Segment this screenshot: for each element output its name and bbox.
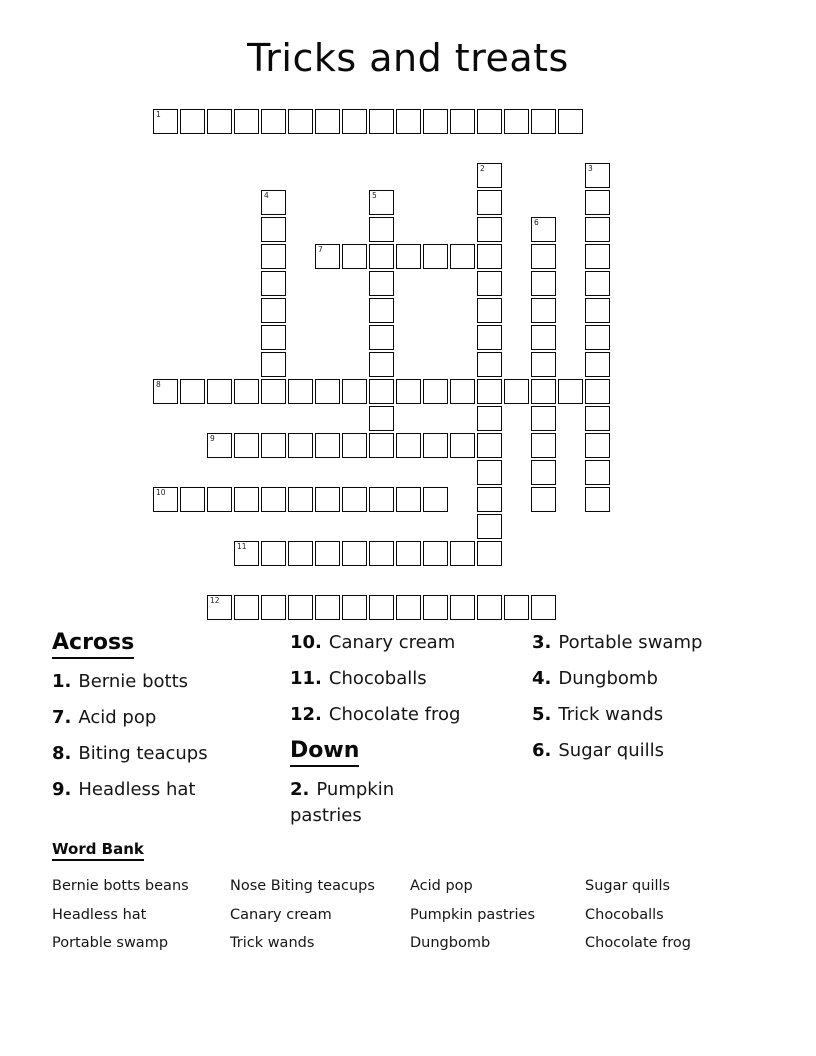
grid-cell[interactable] xyxy=(234,487,259,512)
cell-number: 5 xyxy=(372,191,377,200)
word-bank-column xyxy=(52,872,230,958)
clue-item xyxy=(52,669,280,695)
grid-cell[interactable] xyxy=(342,595,367,620)
grid-cell[interactable] xyxy=(585,244,610,269)
clue-item xyxy=(52,705,280,731)
grid-cell[interactable] xyxy=(558,379,583,404)
clue-item xyxy=(532,630,782,656)
clue-text: Acid pop xyxy=(78,707,157,728)
grid-cell[interactable] xyxy=(153,109,178,134)
grid-cell[interactable] xyxy=(477,217,502,242)
grid-cell[interactable] xyxy=(477,541,502,566)
grid-cell[interactable] xyxy=(261,352,286,377)
clue-item xyxy=(290,630,508,656)
clue-number: 12. xyxy=(290,704,322,725)
word-bank-item: Acid pop xyxy=(410,878,473,894)
grid-cell[interactable] xyxy=(369,406,394,431)
grid-cell[interactable] xyxy=(261,379,286,404)
grid-cell[interactable] xyxy=(531,298,556,323)
grid-cell[interactable] xyxy=(531,325,556,350)
word-bank-item: Nose Biting teacups xyxy=(230,878,375,894)
grid-cell[interactable] xyxy=(315,595,340,620)
clue-item xyxy=(532,666,782,692)
grid-cell[interactable] xyxy=(504,595,529,620)
grid-cell[interactable] xyxy=(261,487,286,512)
grid-cell[interactable] xyxy=(180,487,205,512)
grid-cell[interactable] xyxy=(477,271,502,296)
grid-cell[interactable] xyxy=(342,487,367,512)
down-heading-text: Down xyxy=(290,738,359,767)
grid-cell[interactable] xyxy=(207,595,232,620)
grid-cell[interactable] xyxy=(369,217,394,242)
clue-text: Chocolate frog xyxy=(328,704,461,725)
grid-cell[interactable] xyxy=(234,109,259,134)
grid-cell[interactable] xyxy=(315,487,340,512)
grid-cell[interactable] xyxy=(153,487,178,512)
grid-cell[interactable] xyxy=(369,541,394,566)
clue-text: Bernie botts xyxy=(78,671,189,692)
word-bank-column xyxy=(230,872,410,958)
grid-cell[interactable] xyxy=(396,595,421,620)
grid-cell[interactable] xyxy=(585,163,610,188)
grid-cell[interactable] xyxy=(288,595,313,620)
grid-cell[interactable] xyxy=(261,298,286,323)
word-bank-heading xyxy=(52,840,792,861)
grid-cell[interactable] xyxy=(369,433,394,458)
clue-number: 3. xyxy=(532,632,552,653)
clue-text: Canary cream xyxy=(328,632,456,653)
word-bank-item: Portable swamp xyxy=(52,935,169,951)
across-heading-text: Across xyxy=(52,630,134,659)
word-bank-column xyxy=(410,872,585,958)
grid-cell[interactable] xyxy=(369,190,394,215)
grid-cell[interactable] xyxy=(207,487,232,512)
grid-cell[interactable] xyxy=(342,541,367,566)
cell-number: 9 xyxy=(210,434,215,443)
grid-cell[interactable] xyxy=(531,460,556,485)
clue-column xyxy=(290,630,508,839)
grid-cell[interactable] xyxy=(585,271,610,296)
grid-cell[interactable] xyxy=(450,379,475,404)
grid-cell[interactable] xyxy=(477,487,502,512)
grid-cell[interactable] xyxy=(477,244,502,269)
grid-cell[interactable] xyxy=(531,433,556,458)
clue-column xyxy=(52,630,280,813)
word-bank-item: Pumpkin pastries xyxy=(410,906,536,923)
grid-cell[interactable] xyxy=(531,352,556,377)
grid-cell[interactable] xyxy=(531,244,556,269)
grid-cell[interactable] xyxy=(531,217,556,242)
word-bank-section xyxy=(52,840,792,958)
word-bank-column xyxy=(585,872,785,958)
clue-text: Trick wands xyxy=(558,704,664,725)
clue-item xyxy=(52,741,280,767)
grid-cell[interactable] xyxy=(423,487,448,512)
clue-text: Sugar quills xyxy=(558,740,665,761)
cell-number: 3 xyxy=(588,164,593,173)
grid-cell[interactable] xyxy=(585,487,610,512)
word-bank-item: Bernie botts beans xyxy=(52,878,189,894)
clue-item xyxy=(290,666,508,692)
puzzle-title: Tricks and treats xyxy=(247,36,569,80)
clues-section xyxy=(0,630,816,840)
word-bank-item: Canary cream xyxy=(230,906,332,923)
grid-cell[interactable] xyxy=(423,541,448,566)
grid-cell[interactable] xyxy=(234,541,259,566)
grid-cell[interactable] xyxy=(585,460,610,485)
grid-cell[interactable] xyxy=(450,244,475,269)
grid-cell[interactable] xyxy=(261,190,286,215)
clue-text: Headless hat xyxy=(78,779,196,800)
grid-cell[interactable] xyxy=(477,163,502,188)
grid-cell[interactable] xyxy=(477,514,502,539)
grid-cell[interactable] xyxy=(477,190,502,215)
grid-cell[interactable] xyxy=(531,406,556,431)
grid-cell[interactable] xyxy=(450,541,475,566)
clue-number: 4. xyxy=(532,668,552,689)
grid-cell[interactable] xyxy=(450,595,475,620)
clue-number: 7. xyxy=(52,707,72,728)
grid-cell[interactable] xyxy=(369,379,394,404)
clue-item xyxy=(290,777,430,829)
grid-cell[interactable] xyxy=(261,595,286,620)
grid-cell[interactable] xyxy=(423,433,448,458)
clue-number: 11. xyxy=(290,668,322,689)
clue-column xyxy=(532,630,782,774)
grid-cell[interactable] xyxy=(477,379,502,404)
grid-cell[interactable] xyxy=(315,379,340,404)
grid-cell[interactable] xyxy=(369,487,394,512)
grid-cell[interactable] xyxy=(369,298,394,323)
grid-cell[interactable] xyxy=(477,325,502,350)
grid-cell[interactable] xyxy=(423,244,448,269)
grid-cell[interactable] xyxy=(477,298,502,323)
grid-cell[interactable] xyxy=(288,487,313,512)
grid-cell[interactable] xyxy=(369,352,394,377)
grid-cell[interactable] xyxy=(585,379,610,404)
grid-cell[interactable] xyxy=(315,541,340,566)
word-bank-item: Sugar quills xyxy=(585,878,671,894)
grid-cell[interactable] xyxy=(531,109,556,134)
down-heading xyxy=(290,738,508,767)
grid-cell[interactable] xyxy=(342,379,367,404)
clue-number: 5. xyxy=(532,704,552,725)
grid-cell[interactable] xyxy=(396,379,421,404)
grid-cell[interactable] xyxy=(288,379,313,404)
grid-cell[interactable] xyxy=(585,406,610,431)
clue-text: Biting teacups xyxy=(78,743,208,764)
grid-cell[interactable] xyxy=(207,433,232,458)
clue-number: 1. xyxy=(52,671,72,692)
grid-cell[interactable] xyxy=(531,271,556,296)
grid-cell[interactable] xyxy=(423,379,448,404)
grid-cell[interactable] xyxy=(315,244,340,269)
cell-number: 11 xyxy=(237,542,247,551)
grid-cell[interactable] xyxy=(477,406,502,431)
clue-item xyxy=(52,777,280,803)
clue-item xyxy=(290,702,508,728)
cell-number: 6 xyxy=(534,218,539,227)
word-bank-item: Dungbomb xyxy=(410,935,491,951)
cell-number: 2 xyxy=(480,164,485,173)
grid-cell[interactable] xyxy=(477,595,502,620)
grid-cell[interactable] xyxy=(477,433,502,458)
grid-cell[interactable] xyxy=(396,487,421,512)
word-bank-columns xyxy=(52,872,792,958)
grid-cell[interactable] xyxy=(369,325,394,350)
grid-cell[interactable] xyxy=(585,325,610,350)
grid-cell[interactable] xyxy=(531,487,556,512)
clue-number: 6. xyxy=(532,740,552,761)
grid-cell[interactable] xyxy=(477,460,502,485)
grid-cell[interactable] xyxy=(288,433,313,458)
cell-number: 4 xyxy=(264,191,269,200)
grid-cell[interactable] xyxy=(585,298,610,323)
clue-text: Dungbomb xyxy=(558,668,658,689)
cell-number: 7 xyxy=(318,245,323,254)
grid-cell[interactable] xyxy=(369,244,394,269)
across-heading xyxy=(52,630,280,659)
grid-cell[interactable] xyxy=(315,433,340,458)
grid-cell[interactable] xyxy=(342,244,367,269)
grid-cell[interactable] xyxy=(369,109,394,134)
grid-cell[interactable] xyxy=(450,433,475,458)
grid-cell[interactable] xyxy=(261,244,286,269)
word-bank-heading-text: Word Bank xyxy=(52,840,144,861)
grid-cell[interactable] xyxy=(261,109,286,134)
cell-number: 1 xyxy=(156,110,161,119)
grid-cell[interactable] xyxy=(450,109,475,134)
word-bank-item: Chocolate frog xyxy=(585,935,691,951)
grid-cell[interactable] xyxy=(234,433,259,458)
grid-cell[interactable] xyxy=(531,379,556,404)
grid-cell[interactable] xyxy=(585,433,610,458)
grid-cell[interactable] xyxy=(477,352,502,377)
grid-cell[interactable] xyxy=(504,379,529,404)
grid-cell[interactable] xyxy=(261,217,286,242)
grid-cell[interactable] xyxy=(369,595,394,620)
cell-number: 12 xyxy=(210,596,220,605)
clue-number: 2. xyxy=(290,779,310,800)
grid-cell[interactable] xyxy=(153,379,178,404)
word-bank-item: Headless hat xyxy=(52,906,147,923)
grid-cell[interactable] xyxy=(261,325,286,350)
clue-text: Chocoballs xyxy=(328,668,427,689)
grid-cell[interactable] xyxy=(342,109,367,134)
grid-cell[interactable] xyxy=(504,109,529,134)
clue-number: 8. xyxy=(52,743,72,764)
clue-item xyxy=(532,738,782,764)
word-bank-item: Chocoballs xyxy=(585,906,664,923)
grid-cell[interactable] xyxy=(180,109,205,134)
grid-cell[interactable] xyxy=(261,271,286,296)
clue-text: Portable swamp xyxy=(558,632,703,653)
grid-cell[interactable] xyxy=(531,595,556,620)
clue-number: 9. xyxy=(52,779,72,800)
grid-cell[interactable] xyxy=(585,217,610,242)
grid-cell[interactable] xyxy=(234,595,259,620)
grid-cell[interactable] xyxy=(342,433,367,458)
grid-cell[interactable] xyxy=(207,109,232,134)
grid-cell[interactable] xyxy=(477,109,502,134)
grid-cell[interactable] xyxy=(207,379,232,404)
grid-cell[interactable] xyxy=(585,352,610,377)
clue-item xyxy=(532,702,782,728)
grid-cell[interactable] xyxy=(396,433,421,458)
clue-number: 10. xyxy=(290,632,322,653)
grid-cell[interactable] xyxy=(261,541,286,566)
grid-cell[interactable] xyxy=(288,541,313,566)
clue-text: Pumpkin pastries xyxy=(290,779,395,826)
grid-cell[interactable] xyxy=(261,433,286,458)
grid-cell[interactable] xyxy=(234,379,259,404)
grid-cell[interactable] xyxy=(396,244,421,269)
grid-cell[interactable] xyxy=(180,379,205,404)
grid-cell[interactable] xyxy=(369,271,394,296)
grid-cell[interactable] xyxy=(423,595,448,620)
grid-cell[interactable] xyxy=(315,109,340,134)
grid-cell[interactable] xyxy=(288,109,313,134)
grid-cell[interactable] xyxy=(423,109,448,134)
grid-cell[interactable] xyxy=(396,109,421,134)
cell-number: 8 xyxy=(156,380,161,389)
grid-cell[interactable] xyxy=(558,109,583,134)
grid-cell[interactable] xyxy=(585,190,610,215)
word-bank-item: Trick wands xyxy=(230,935,315,951)
cell-number: 10 xyxy=(156,488,166,497)
grid-cell[interactable] xyxy=(396,541,421,566)
